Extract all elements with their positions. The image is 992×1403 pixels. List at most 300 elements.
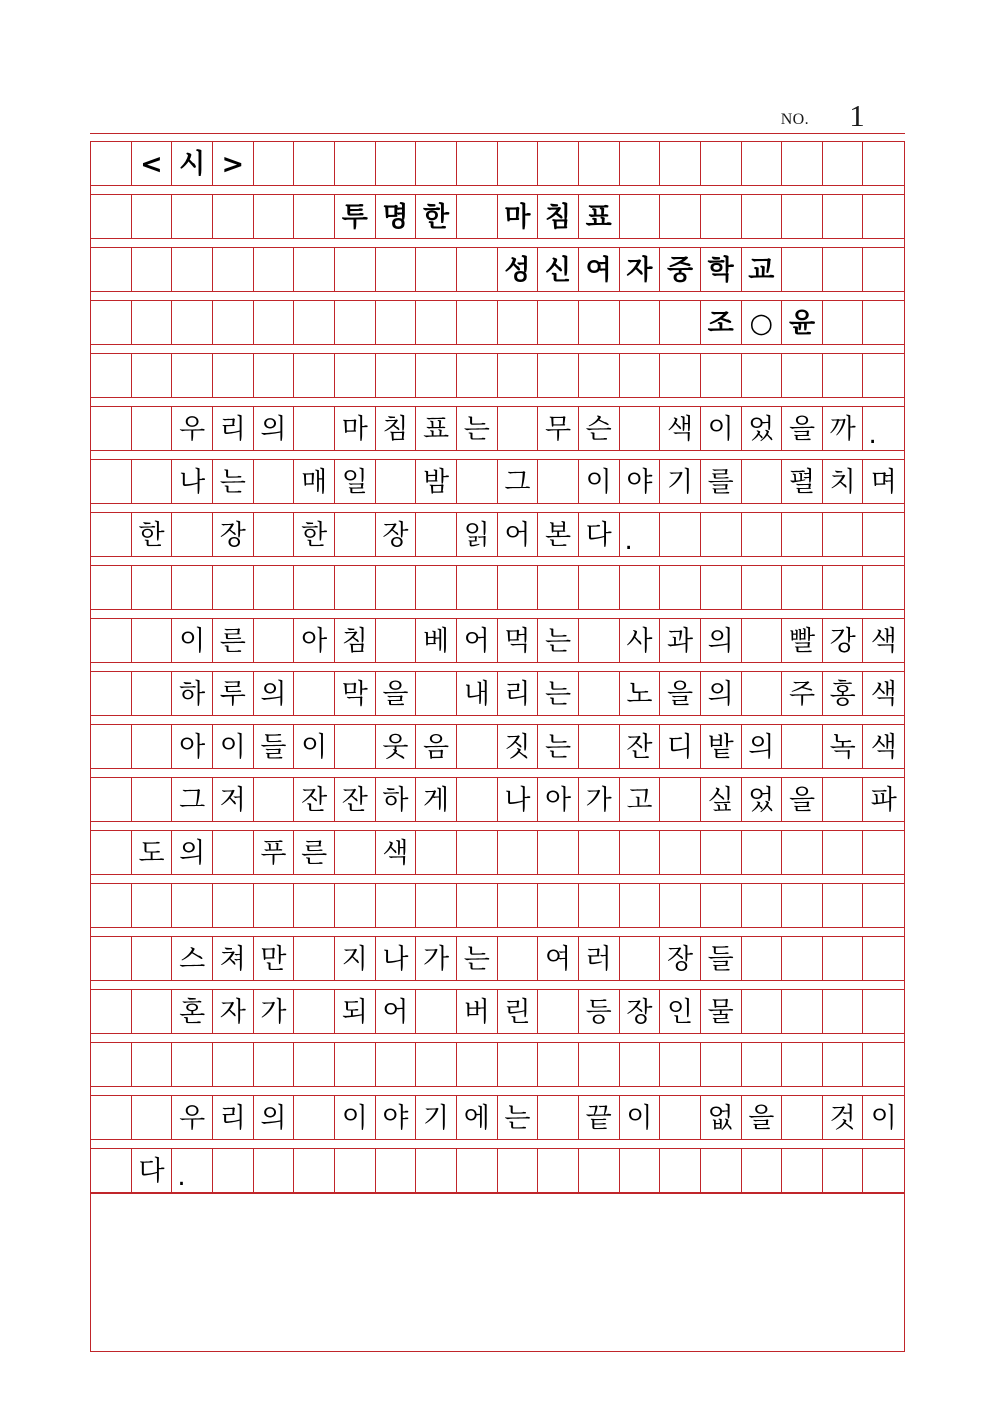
manuscript-cell[interactable]	[91, 460, 132, 503]
manuscript-cell[interactable]	[863, 460, 904, 503]
manuscript-cell[interactable]	[579, 831, 620, 874]
manuscript-cell[interactable]	[294, 248, 335, 291]
manuscript-cell[interactable]	[457, 354, 498, 397]
manuscript-cell[interactable]	[863, 354, 904, 397]
manuscript-cell[interactable]	[579, 884, 620, 927]
manuscript-cell[interactable]	[335, 619, 376, 662]
manuscript-cell[interactable]	[863, 884, 904, 927]
manuscript-cell[interactable]	[579, 672, 620, 715]
manuscript-cell[interactable]	[294, 990, 335, 1033]
manuscript-cell[interactable]	[91, 301, 132, 344]
manuscript-cell[interactable]	[416, 301, 457, 344]
manuscript-cell[interactable]	[742, 354, 783, 397]
manuscript-cell[interactable]	[172, 990, 213, 1033]
manuscript-cell[interactable]	[498, 301, 539, 344]
manuscript-cell[interactable]	[742, 566, 783, 609]
manuscript-cell[interactable]	[294, 1096, 335, 1139]
manuscript-cell[interactable]	[863, 248, 904, 291]
manuscript-cell[interactable]	[213, 778, 254, 821]
manuscript-cell[interactable]	[376, 142, 417, 185]
manuscript-cell[interactable]	[254, 725, 295, 768]
manuscript-cell[interactable]	[742, 301, 783, 344]
manuscript-cell[interactable]	[701, 619, 742, 662]
manuscript-cell[interactable]	[376, 1096, 417, 1139]
manuscript-cell[interactable]	[620, 672, 661, 715]
manuscript-cell[interactable]	[416, 513, 457, 556]
manuscript-cell[interactable]	[742, 672, 783, 715]
manuscript-cell[interactable]	[660, 513, 701, 556]
manuscript-cell[interactable]	[376, 884, 417, 927]
manuscript-cell[interactable]	[172, 672, 213, 715]
manuscript-cell[interactable]	[701, 672, 742, 715]
manuscript-cell[interactable]	[457, 513, 498, 556]
manuscript-cell[interactable]	[579, 725, 620, 768]
manuscript-cell[interactable]	[863, 778, 904, 821]
manuscript-cell[interactable]	[701, 1149, 742, 1192]
manuscript-cell[interactable]	[294, 725, 335, 768]
manuscript-cell[interactable]	[782, 1096, 823, 1139]
manuscript-cell[interactable]	[172, 513, 213, 556]
manuscript-cell[interactable]	[213, 831, 254, 874]
manuscript-cell[interactable]	[579, 142, 620, 185]
manuscript-cell[interactable]	[172, 831, 213, 874]
manuscript-cell[interactable]	[132, 513, 173, 556]
manuscript-cell[interactable]	[91, 248, 132, 291]
manuscript-cell[interactable]	[213, 195, 254, 238]
manuscript-cell[interactable]	[376, 937, 417, 980]
manuscript-cell[interactable]	[660, 990, 701, 1033]
manuscript-cell[interactable]	[782, 619, 823, 662]
manuscript-cell[interactable]	[823, 778, 864, 821]
manuscript-cell[interactable]	[498, 460, 539, 503]
manuscript-cell[interactable]	[91, 884, 132, 927]
manuscript-cell[interactable]	[620, 778, 661, 821]
manuscript-cell[interactable]	[620, 1096, 661, 1139]
manuscript-cell[interactable]	[498, 831, 539, 874]
manuscript-cell[interactable]	[660, 195, 701, 238]
manuscript-cell[interactable]	[416, 990, 457, 1033]
manuscript-cell[interactable]	[579, 248, 620, 291]
manuscript-cell[interactable]	[376, 248, 417, 291]
manuscript-cell[interactable]	[254, 407, 295, 450]
manuscript-cell[interactable]	[579, 778, 620, 821]
manuscript-cell[interactable]	[132, 354, 173, 397]
manuscript-cell[interactable]	[457, 1149, 498, 1192]
manuscript-cell[interactable]	[498, 566, 539, 609]
manuscript-cell[interactable]	[335, 566, 376, 609]
manuscript-cell[interactable]	[335, 1096, 376, 1139]
manuscript-cell[interactable]	[742, 460, 783, 503]
manuscript-cell[interactable]	[498, 1149, 539, 1192]
manuscript-cell[interactable]	[620, 248, 661, 291]
manuscript-cell[interactable]	[660, 566, 701, 609]
manuscript-cell[interactable]	[335, 1149, 376, 1192]
manuscript-cell[interactable]	[294, 937, 335, 980]
manuscript-cell[interactable]	[132, 195, 173, 238]
manuscript-cell[interactable]	[132, 460, 173, 503]
manuscript-cell[interactable]	[782, 1043, 823, 1086]
manuscript-cell[interactable]	[457, 831, 498, 874]
manuscript-cell[interactable]	[620, 990, 661, 1033]
manuscript-cell[interactable]	[823, 1043, 864, 1086]
manuscript-cell[interactable]	[294, 301, 335, 344]
manuscript-cell[interactable]	[742, 778, 783, 821]
manuscript-cell[interactable]	[579, 937, 620, 980]
manuscript-cell[interactable]	[254, 831, 295, 874]
manuscript-cell[interactable]	[579, 407, 620, 450]
manuscript-cell[interactable]	[823, 937, 864, 980]
manuscript-cell[interactable]	[782, 884, 823, 927]
manuscript-cell[interactable]	[863, 831, 904, 874]
manuscript-cell[interactable]	[91, 778, 132, 821]
manuscript-cell[interactable]	[416, 354, 457, 397]
manuscript-cell[interactable]	[457, 142, 498, 185]
manuscript-cell[interactable]	[742, 1096, 783, 1139]
manuscript-cell[interactable]	[213, 354, 254, 397]
manuscript-cell[interactable]	[457, 937, 498, 980]
manuscript-cell[interactable]	[538, 672, 579, 715]
manuscript-cell[interactable]	[701, 566, 742, 609]
manuscript-cell[interactable]	[823, 1096, 864, 1139]
manuscript-cell[interactable]	[660, 142, 701, 185]
manuscript-cell[interactable]	[538, 619, 579, 662]
manuscript-cell[interactable]	[701, 142, 742, 185]
manuscript-cell[interactable]	[213, 725, 254, 768]
manuscript-cell[interactable]	[823, 831, 864, 874]
manuscript-cell[interactable]	[498, 725, 539, 768]
manuscript-cell[interactable]	[335, 937, 376, 980]
manuscript-cell[interactable]	[91, 195, 132, 238]
manuscript-cell[interactable]	[660, 937, 701, 980]
manuscript-cell[interactable]	[620, 195, 661, 238]
manuscript-cell[interactable]	[742, 142, 783, 185]
manuscript-cell[interactable]	[742, 195, 783, 238]
manuscript-cell[interactable]	[335, 672, 376, 715]
manuscript-cell[interactable]	[213, 1043, 254, 1086]
manuscript-cell[interactable]	[172, 884, 213, 927]
manuscript-cell[interactable]	[416, 407, 457, 450]
manuscript-cell[interactable]	[538, 566, 579, 609]
manuscript-cell[interactable]	[823, 513, 864, 556]
manuscript-cell[interactable]	[538, 990, 579, 1033]
manuscript-cell[interactable]	[254, 460, 295, 503]
manuscript-cell[interactable]	[863, 566, 904, 609]
manuscript-cell[interactable]	[660, 248, 701, 291]
manuscript-cell[interactable]	[701, 460, 742, 503]
manuscript-cell[interactable]	[172, 1096, 213, 1139]
manuscript-cell[interactable]	[579, 566, 620, 609]
manuscript-cell[interactable]	[172, 460, 213, 503]
manuscript-cell[interactable]	[416, 566, 457, 609]
manuscript-cell[interactable]	[172, 619, 213, 662]
manuscript-cell[interactable]	[620, 619, 661, 662]
manuscript-cell[interactable]	[579, 619, 620, 662]
manuscript-cell[interactable]	[132, 1149, 173, 1192]
manuscript-cell[interactable]	[579, 460, 620, 503]
manuscript-cell[interactable]	[335, 460, 376, 503]
manuscript-cell[interactable]	[376, 725, 417, 768]
manuscript-cell[interactable]	[335, 354, 376, 397]
manuscript-cell[interactable]	[294, 619, 335, 662]
manuscript-cell[interactable]	[457, 672, 498, 715]
manuscript-cell[interactable]	[132, 301, 173, 344]
manuscript-cell[interactable]	[782, 301, 823, 344]
manuscript-cell[interactable]	[823, 672, 864, 715]
manuscript-cell[interactable]	[660, 460, 701, 503]
manuscript-cell[interactable]	[91, 937, 132, 980]
manuscript-cell[interactable]	[701, 937, 742, 980]
manuscript-cell[interactable]	[701, 354, 742, 397]
manuscript-cell[interactable]	[538, 937, 579, 980]
manuscript-cell[interactable]	[823, 460, 864, 503]
manuscript-cell[interactable]	[863, 619, 904, 662]
manuscript-cell[interactable]	[498, 672, 539, 715]
manuscript-cell[interactable]	[579, 1149, 620, 1192]
manuscript-cell[interactable]	[335, 725, 376, 768]
manuscript-cell[interactable]	[823, 301, 864, 344]
manuscript-cell[interactable]	[172, 778, 213, 821]
manuscript-cell[interactable]	[416, 884, 457, 927]
manuscript-cell[interactable]	[132, 672, 173, 715]
manuscript-cell[interactable]	[172, 566, 213, 609]
manuscript-cell[interactable]	[294, 1149, 335, 1192]
manuscript-cell[interactable]	[416, 831, 457, 874]
manuscript-cell[interactable]	[579, 301, 620, 344]
manuscript-cell[interactable]	[742, 937, 783, 980]
manuscript-cell[interactable]	[416, 1149, 457, 1192]
manuscript-cell[interactable]	[620, 831, 661, 874]
manuscript-cell[interactable]	[213, 1096, 254, 1139]
manuscript-cell[interactable]	[782, 831, 823, 874]
manuscript-cell[interactable]	[579, 354, 620, 397]
manuscript-cell[interactable]	[132, 566, 173, 609]
manuscript-cell[interactable]	[254, 672, 295, 715]
manuscript-cell[interactable]	[335, 1043, 376, 1086]
manuscript-cell[interactable]	[660, 672, 701, 715]
manuscript-cell[interactable]	[254, 566, 295, 609]
manuscript-cell[interactable]	[498, 513, 539, 556]
manuscript-cell[interactable]	[91, 619, 132, 662]
manuscript-cell[interactable]	[132, 884, 173, 927]
manuscript-cell[interactable]	[742, 1149, 783, 1192]
manuscript-cell[interactable]	[538, 301, 579, 344]
manuscript-cell[interactable]	[376, 831, 417, 874]
manuscript-cell[interactable]	[254, 301, 295, 344]
manuscript-cell[interactable]	[863, 990, 904, 1033]
manuscript-cell[interactable]	[538, 725, 579, 768]
manuscript-cell[interactable]	[213, 460, 254, 503]
manuscript-cell[interactable]	[91, 1149, 132, 1192]
manuscript-cell[interactable]	[254, 1149, 295, 1192]
manuscript-cell[interactable]	[620, 301, 661, 344]
manuscript-cell[interactable]	[660, 1149, 701, 1192]
manuscript-cell[interactable]	[457, 619, 498, 662]
manuscript-cell[interactable]	[498, 884, 539, 927]
manuscript-cell[interactable]	[294, 142, 335, 185]
manuscript-cell[interactable]	[132, 248, 173, 291]
manuscript-cell[interactable]	[376, 195, 417, 238]
manuscript-cell[interactable]	[132, 831, 173, 874]
manuscript-cell[interactable]	[213, 513, 254, 556]
manuscript-cell[interactable]	[579, 195, 620, 238]
manuscript-cell[interactable]	[782, 513, 823, 556]
manuscript-cell[interactable]	[782, 937, 823, 980]
manuscript-cell[interactable]	[457, 990, 498, 1033]
manuscript-cell[interactable]	[863, 1043, 904, 1086]
manuscript-cell[interactable]	[213, 142, 254, 185]
manuscript-cell[interactable]	[620, 1043, 661, 1086]
manuscript-cell[interactable]	[538, 460, 579, 503]
manuscript-cell[interactable]	[91, 725, 132, 768]
manuscript-cell[interactable]	[742, 990, 783, 1033]
manuscript-cell[interactable]	[91, 1096, 132, 1139]
manuscript-cell[interactable]	[213, 407, 254, 450]
manuscript-cell[interactable]	[254, 513, 295, 556]
manuscript-cell[interactable]	[254, 778, 295, 821]
manuscript-cell[interactable]	[620, 1149, 661, 1192]
manuscript-cell[interactable]	[416, 778, 457, 821]
manuscript-cell[interactable]	[132, 407, 173, 450]
manuscript-cell[interactable]	[579, 990, 620, 1033]
manuscript-cell[interactable]	[376, 407, 417, 450]
manuscript-cell[interactable]	[701, 884, 742, 927]
manuscript-cell[interactable]	[660, 778, 701, 821]
manuscript-cell[interactable]	[863, 407, 904, 450]
manuscript-cell[interactable]	[701, 990, 742, 1033]
manuscript-cell[interactable]	[213, 990, 254, 1033]
manuscript-cell[interactable]	[416, 195, 457, 238]
manuscript-cell[interactable]	[660, 407, 701, 450]
manuscript-cell[interactable]	[172, 195, 213, 238]
manuscript-cell[interactable]	[538, 778, 579, 821]
manuscript-cell[interactable]	[701, 1096, 742, 1139]
manuscript-cell[interactable]	[213, 566, 254, 609]
manuscript-cell[interactable]	[457, 407, 498, 450]
manuscript-cell[interactable]	[498, 354, 539, 397]
manuscript-cell[interactable]	[213, 884, 254, 927]
manuscript-cell[interactable]	[376, 1043, 417, 1086]
manuscript-cell[interactable]	[335, 301, 376, 344]
manuscript-cell[interactable]	[579, 513, 620, 556]
manuscript-cell[interactable]	[335, 142, 376, 185]
manuscript-cell[interactable]	[538, 1149, 579, 1192]
manuscript-cell[interactable]	[701, 248, 742, 291]
manuscript-cell[interactable]	[294, 566, 335, 609]
manuscript-cell[interactable]	[91, 566, 132, 609]
manuscript-cell[interactable]	[376, 1149, 417, 1192]
manuscript-cell[interactable]	[620, 513, 661, 556]
manuscript-cell[interactable]	[335, 884, 376, 927]
manuscript-cell[interactable]	[91, 407, 132, 450]
manuscript-cell[interactable]	[660, 725, 701, 768]
manuscript-cell[interactable]	[782, 566, 823, 609]
manuscript-cell[interactable]	[376, 566, 417, 609]
manuscript-cell[interactable]	[457, 725, 498, 768]
manuscript-cell[interactable]	[457, 566, 498, 609]
manuscript-cell[interactable]	[823, 566, 864, 609]
manuscript-cell[interactable]	[498, 142, 539, 185]
manuscript-cell[interactable]	[254, 248, 295, 291]
manuscript-cell[interactable]	[823, 407, 864, 450]
manuscript-cell[interactable]	[416, 1043, 457, 1086]
manuscript-cell[interactable]	[376, 301, 417, 344]
manuscript-cell[interactable]	[457, 1043, 498, 1086]
manuscript-cell[interactable]	[294, 1043, 335, 1086]
manuscript-cell[interactable]	[294, 354, 335, 397]
manuscript-cell[interactable]	[335, 195, 376, 238]
manuscript-cell[interactable]	[91, 513, 132, 556]
manuscript-cell[interactable]	[91, 142, 132, 185]
manuscript-cell[interactable]	[660, 301, 701, 344]
manuscript-cell[interactable]	[620, 937, 661, 980]
manuscript-cell[interactable]	[376, 513, 417, 556]
manuscript-cell[interactable]	[579, 1043, 620, 1086]
manuscript-cell[interactable]	[376, 778, 417, 821]
manuscript-cell[interactable]	[172, 248, 213, 291]
manuscript-cell[interactable]	[416, 619, 457, 662]
manuscript-cell[interactable]	[376, 460, 417, 503]
manuscript-cell[interactable]	[660, 1096, 701, 1139]
manuscript-cell[interactable]	[213, 1149, 254, 1192]
manuscript-cell[interactable]	[457, 248, 498, 291]
manuscript-cell[interactable]	[823, 248, 864, 291]
manuscript-cell[interactable]	[742, 619, 783, 662]
manuscript-cell[interactable]	[823, 195, 864, 238]
manuscript-cell[interactable]	[294, 195, 335, 238]
manuscript-cell[interactable]	[91, 1043, 132, 1086]
manuscript-cell[interactable]	[742, 1043, 783, 1086]
manuscript-cell[interactable]	[294, 778, 335, 821]
manuscript-cell[interactable]	[335, 248, 376, 291]
manuscript-cell[interactable]	[213, 672, 254, 715]
manuscript-cell[interactable]	[620, 566, 661, 609]
manuscript-cell[interactable]	[172, 1149, 213, 1192]
manuscript-cell[interactable]	[660, 619, 701, 662]
manuscript-cell[interactable]	[457, 1096, 498, 1139]
manuscript-cell[interactable]	[863, 195, 904, 238]
manuscript-cell[interactable]	[213, 619, 254, 662]
manuscript-cell[interactable]	[213, 248, 254, 291]
manuscript-cell[interactable]	[294, 831, 335, 874]
manuscript-cell[interactable]	[416, 937, 457, 980]
manuscript-cell[interactable]	[254, 937, 295, 980]
manuscript-cell[interactable]	[701, 195, 742, 238]
manuscript-cell[interactable]	[863, 301, 904, 344]
manuscript-cell[interactable]	[254, 195, 295, 238]
manuscript-cell[interactable]	[742, 725, 783, 768]
manuscript-cell[interactable]	[91, 354, 132, 397]
manuscript-cell[interactable]	[620, 142, 661, 185]
manuscript-cell[interactable]	[132, 1096, 173, 1139]
manuscript-cell[interactable]	[294, 672, 335, 715]
manuscript-cell[interactable]	[823, 142, 864, 185]
manuscript-cell[interactable]	[457, 460, 498, 503]
manuscript-cell[interactable]	[498, 990, 539, 1033]
manuscript-cell[interactable]	[416, 460, 457, 503]
manuscript-cell[interactable]	[701, 301, 742, 344]
manuscript-cell[interactable]	[701, 725, 742, 768]
manuscript-cell[interactable]	[457, 884, 498, 927]
manuscript-cell[interactable]	[172, 1043, 213, 1086]
manuscript-cell[interactable]	[782, 460, 823, 503]
manuscript-cell[interactable]	[823, 725, 864, 768]
manuscript-cell[interactable]	[457, 195, 498, 238]
manuscript-cell[interactable]	[863, 142, 904, 185]
manuscript-cell[interactable]	[376, 990, 417, 1033]
manuscript-cell[interactable]	[863, 725, 904, 768]
manuscript-cell[interactable]	[416, 142, 457, 185]
manuscript-cell[interactable]	[254, 1043, 295, 1086]
